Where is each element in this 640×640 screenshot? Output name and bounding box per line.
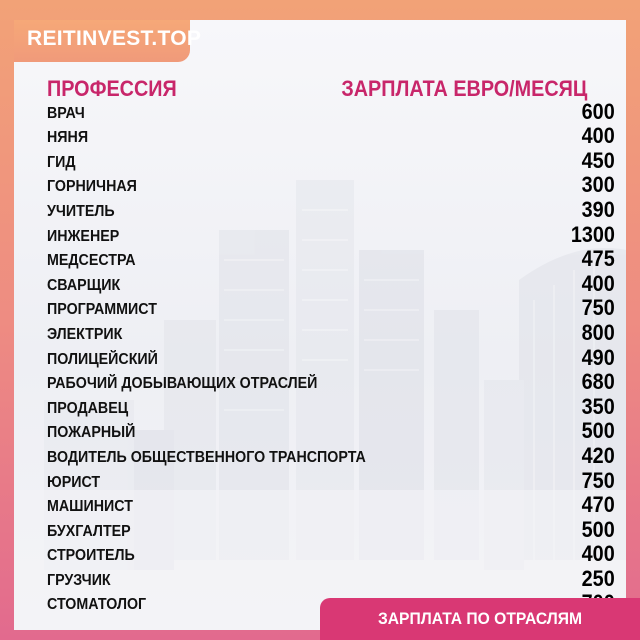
table-row [47, 444, 615, 469]
salary-value: 680 [581, 369, 615, 395]
salary-value: 390 [581, 196, 615, 222]
footer-title: ЗАРПЛАТА ПО ОТРАСЛЯМ [377, 609, 583, 628]
salary-value: 750 [581, 295, 615, 321]
salary-value: 400 [581, 541, 615, 567]
profession-name: СВАРЩИК [47, 276, 121, 294]
salary-value: 500 [581, 418, 615, 444]
profession-name: СТРОИТЕЛЬ [47, 547, 135, 565]
salary-value: 470 [581, 492, 615, 518]
footer-banner [320, 598, 640, 640]
profession-name: ГОРНИЧНАЯ [47, 178, 137, 196]
salary-value: 475 [581, 246, 615, 272]
table-row [47, 198, 615, 223]
brand-tab [14, 20, 202, 62]
profession-name: ВРАЧ [47, 104, 85, 122]
salary-column-header: ЗАРПЛАТА ЕВРО/МЕСЯЦ [340, 76, 587, 101]
salary-value: 300 [581, 172, 615, 198]
profession-name: ВОДИТЕЛЬ ОБЩЕСТВЕННОГО ТРАНСПОРТА [47, 448, 366, 466]
table-row [47, 174, 615, 199]
site-brand: REITINVEST.TOP [27, 27, 202, 50]
table-row [47, 223, 615, 248]
profession-name: ИНЖЕНЕР [47, 227, 120, 245]
profession-name: СТОМАТОЛОГ [47, 596, 147, 614]
salary-value: 250 [581, 565, 615, 591]
profession-name: ПРОДАВЕЦ [47, 399, 129, 417]
salary-value: 400 [581, 123, 615, 149]
profession-name: ЮРИСТ [47, 473, 101, 491]
profession-name: ПРОГРАММИСТ [47, 301, 157, 319]
table-row [47, 272, 615, 297]
table-row [47, 469, 615, 494]
table-row [47, 371, 615, 396]
salary-value: 600 [581, 98, 615, 124]
content-panel [14, 20, 626, 630]
salary-value: 490 [581, 344, 615, 370]
profession-name: БУХГАЛТЕР [47, 522, 131, 540]
salary-value: 350 [581, 393, 615, 419]
table-row [47, 149, 615, 174]
profession-name: ГИД [47, 153, 76, 171]
salary-value: 1300 [570, 221, 615, 247]
profession-name: УЧИТЕЛЬ [47, 202, 115, 220]
salary-value: 400 [581, 270, 615, 296]
table-row [47, 395, 615, 420]
table-row [47, 100, 615, 125]
profession-name: ПОЛИЦЕЙСКИЙ [47, 350, 158, 368]
table-row [47, 321, 615, 346]
salary-table [47, 100, 615, 616]
table-row [47, 543, 615, 568]
profession-name: РАБОЧИЙ ДОБЫВАЮЩИХ ОТРАСЛЕЙ [47, 375, 318, 393]
table-row [47, 125, 615, 150]
salary-value: 420 [581, 442, 615, 468]
profession-name: МЕДСЕСТРА [47, 252, 136, 270]
table-row [47, 518, 615, 543]
profession-name: ПОЖАРНЫЙ [47, 424, 136, 442]
salary-value: 750 [581, 467, 615, 493]
profession-name: ЭЛЕКТРИК [47, 325, 123, 343]
profession-name: МАШИНИСТ [47, 498, 133, 516]
profession-name: ГРУЗЧИК [47, 571, 111, 589]
salary-value: 450 [581, 147, 615, 173]
table-row [47, 248, 615, 273]
profession-name: НЯНЯ [47, 129, 89, 147]
table-row [47, 346, 615, 371]
profession-column-header: ПРОФЕССИЯ [47, 76, 177, 101]
table-row [47, 297, 615, 322]
table-row [47, 494, 615, 519]
table-row [47, 420, 615, 445]
table-row [47, 567, 615, 592]
salary-value: 800 [581, 319, 615, 345]
salary-value: 500 [581, 516, 615, 542]
